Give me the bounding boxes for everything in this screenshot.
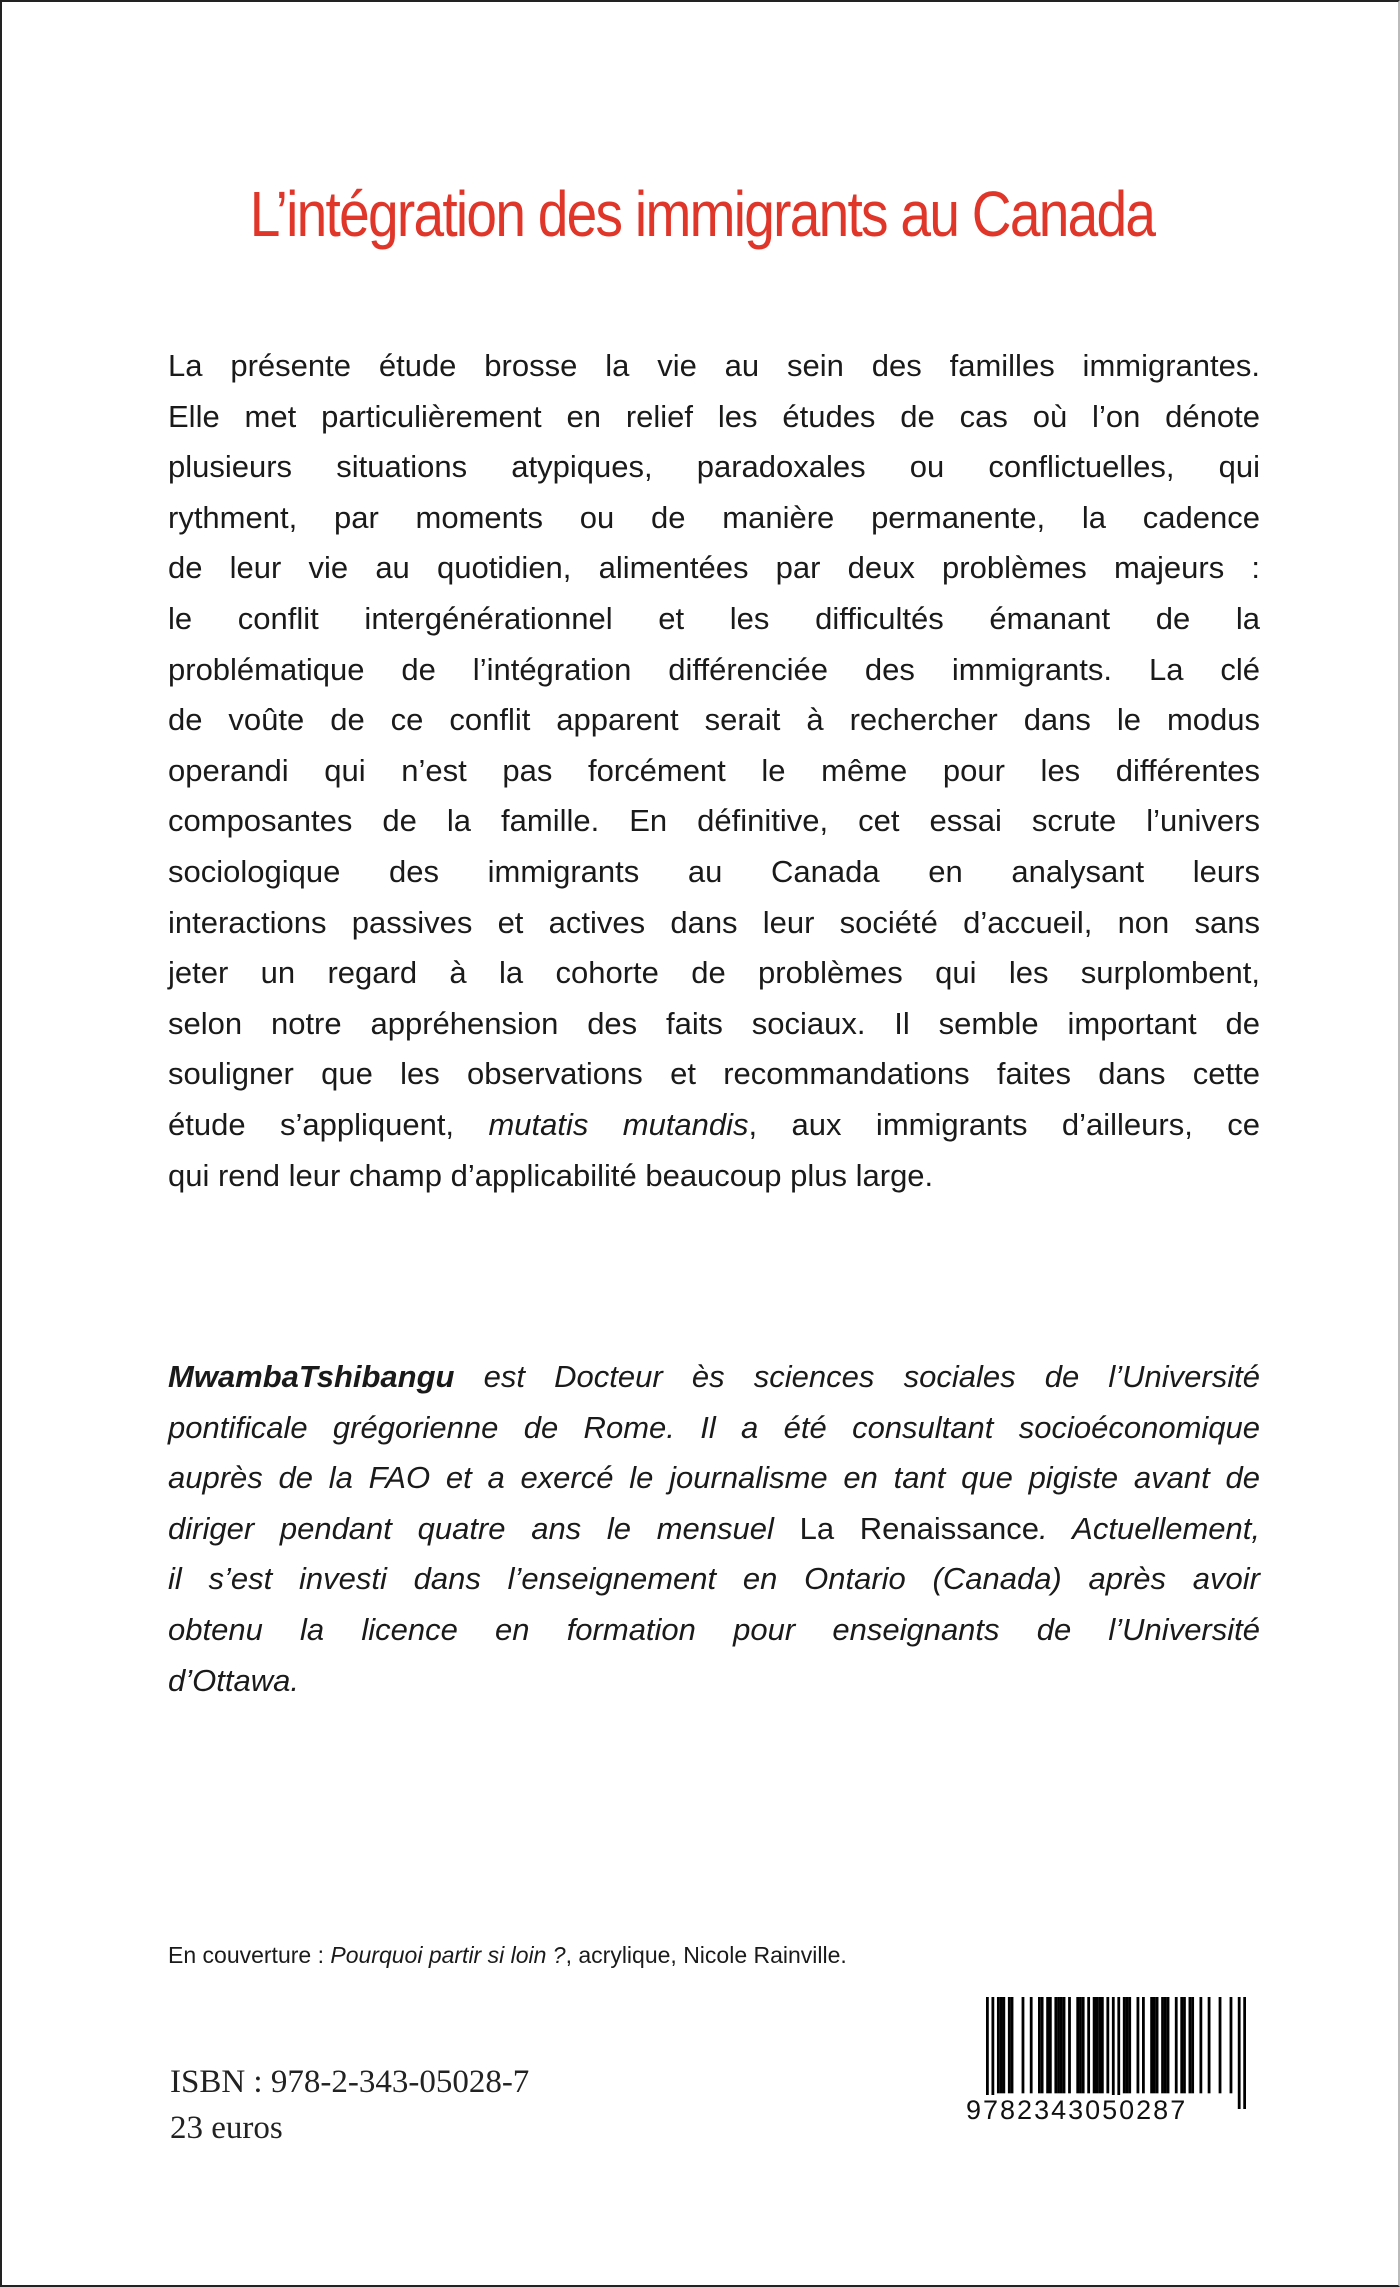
barcode-bar <box>1137 1997 1140 2093</box>
barcode-bar <box>1068 1997 1071 2093</box>
barcode-bar <box>1128 1997 1131 2093</box>
barcode-bar <box>1008 1997 1011 2093</box>
barcode-bar <box>1208 1997 1211 2093</box>
barcode-bar <box>1150 1997 1153 2093</box>
barcode-bar <box>1161 1997 1164 2093</box>
barcode-bar <box>1030 1997 1033 2093</box>
text-line: d’Ottawa. <box>168 1662 299 1698</box>
text-line: La présente étude brosse la vie au sein des familles immigrantes. <box>168 348 1260 383</box>
barcode-bar <box>1123 1997 1126 2093</box>
barcode-bar <box>1087 1997 1090 2093</box>
barcode-bar <box>1000 1997 1003 2093</box>
barcode-bar <box>1230 1997 1233 2093</box>
barcode-bar <box>1054 1997 1057 2093</box>
text-line: souligner que les observations et recommandations faites dans cette <box>168 1056 1260 1092</box>
barcode-bar <box>1126 1997 1129 2093</box>
barcode-bar <box>1046 1997 1049 2093</box>
barcode-bar <box>1082 1997 1085 2093</box>
barcode-bar <box>997 1997 1000 2093</box>
barcode-bar <box>1189 1997 1192 2093</box>
barcode-bar <box>1243 1997 1246 2109</box>
barcode-bar <box>1011 1997 1014 2093</box>
barcode-bar <box>1093 1997 1096 2093</box>
text-line: sociologique des immigrants au Canada en analysant leurs <box>168 853 1260 889</box>
barcode-bar <box>1060 1997 1063 2093</box>
text-line: operandi qui n’est pas forcément le même pour les différentes <box>168 752 1260 788</box>
text-line: plusieurs situations atypiques, paradoxales ou conflictuelles, qui <box>168 449 1260 485</box>
barcode-bar <box>986 1997 989 2109</box>
barcode-bar <box>1079 1997 1082 2093</box>
barcode-bar <box>1049 1997 1052 2093</box>
text-line: problématique de l’intégration différenciée des immigrants. La clé <box>168 651 1260 687</box>
barcode-bar <box>1153 1997 1156 2093</box>
text-line: de leur vie au quotidien, alimentées par deux problèmes majeurs : <box>168 550 1260 586</box>
text-line: pontificale grégorienne de Rome. Il a été consultant socioéconomique <box>168 1409 1260 1445</box>
credit-prefix: En couverture : <box>168 1942 331 1968</box>
barcode-digits <box>966 2095 1246 2126</box>
barcode-bar <box>1095 1997 1098 2093</box>
text-line: qui rend leur champ d’applicabilité beaucoup plus large. <box>168 1157 934 1193</box>
barcode-bar <box>1002 1997 1005 2093</box>
barcode-bar <box>1076 1997 1079 2093</box>
barcode-bar <box>1219 1997 1222 2093</box>
text-line: MwambaTshibangu est Docteur ès sciences sociales de l’Université <box>168 1359 1260 1394</box>
barcode-bar <box>1164 1997 1167 2093</box>
barcode-bar <box>1117 1997 1120 2109</box>
barcode-bar <box>1098 1997 1101 2093</box>
barcode <box>966 1997 1246 2129</box>
barcode-bar <box>1167 1997 1170 2093</box>
barcode-bar <box>1101 1997 1104 2093</box>
credit-work: Pourquoi partir si loin ? <box>330 1942 566 1968</box>
text-line: le conflit intergénérationnel et les difficultés émanant de la <box>168 600 1260 636</box>
summary-text <box>168 341 1260 1201</box>
barcode-bar <box>1063 1997 1066 2093</box>
barcode-bar <box>1199 1997 1202 2093</box>
barcode-bars <box>986 1997 1246 2109</box>
text-line: de voûte de ce conflit apparent serait à rechercher dans le modus <box>168 702 1260 738</box>
text-line: étude s’appliquent, mutatis mutandis, aux immigrants d’ailleurs, ce <box>168 1106 1260 1142</box>
barcode-bar <box>1156 1997 1159 2093</box>
barcode-bar <box>1022 1997 1025 2093</box>
text-line: auprès de la FAO et a exercé le journalisme en tant que pigiste avant de <box>168 1460 1260 1496</box>
barcode-number: 9782343050287 <box>966 2095 1188 2125</box>
isbn: ISBN : 978-2-343-05028-7 <box>170 2064 530 2100</box>
barcode-bar <box>1191 1997 1194 2093</box>
book-title: L’intégration des immigrants au Canada <box>249 178 1155 250</box>
text-line: composantes de la famille. En définitive, cet essai scrute l’univers <box>168 803 1260 839</box>
price: 23 euros <box>170 2110 283 2146</box>
barcode-bar <box>1057 1997 1060 2093</box>
barcode-bar <box>1238 1997 1241 2109</box>
barcode-bar <box>1183 1997 1186 2093</box>
author-bio <box>168 1352 1260 1706</box>
barcode-bar <box>1106 1997 1109 2093</box>
text-line: obtenu la licence en formation pour enseignants de l’Université <box>168 1611 1260 1647</box>
text-line: selon notre appréhension des faits sociaux. Il semble important de <box>168 1005 1260 1041</box>
text-line: rythment, par moments ou de manière permanente, la cadence <box>168 499 1260 535</box>
barcode-bar <box>1142 1997 1145 2093</box>
barcode-bar <box>1175 1997 1178 2093</box>
text-line: diriger pendant quatre ans le mensuel La Renaissance. Actuellement, <box>168 1510 1260 1546</box>
barcode-bar <box>1041 1997 1044 2093</box>
barcode-bar <box>1112 1997 1115 2109</box>
barcode-bar <box>1180 1997 1183 2093</box>
barcode-bar <box>991 1997 994 2109</box>
credit-suffix: , acrylique, Nicole Rainville. <box>565 1942 847 1968</box>
barcode-bar <box>1038 1997 1041 2093</box>
cover-credit <box>168 1942 847 1969</box>
text-line: Elle met particulièrement en relief les études de cas où l’on dénote <box>168 398 1260 434</box>
text-line: jeter un regard à la cohorte de problèmes qui les surplombent, <box>168 955 1260 991</box>
text-line: il s’est investi dans l’enseignement en Ontario (Canada) après avoir <box>168 1561 1260 1597</box>
text-line: interactions passives et actives dans leur société d’accueil, non sans <box>168 904 1260 940</box>
